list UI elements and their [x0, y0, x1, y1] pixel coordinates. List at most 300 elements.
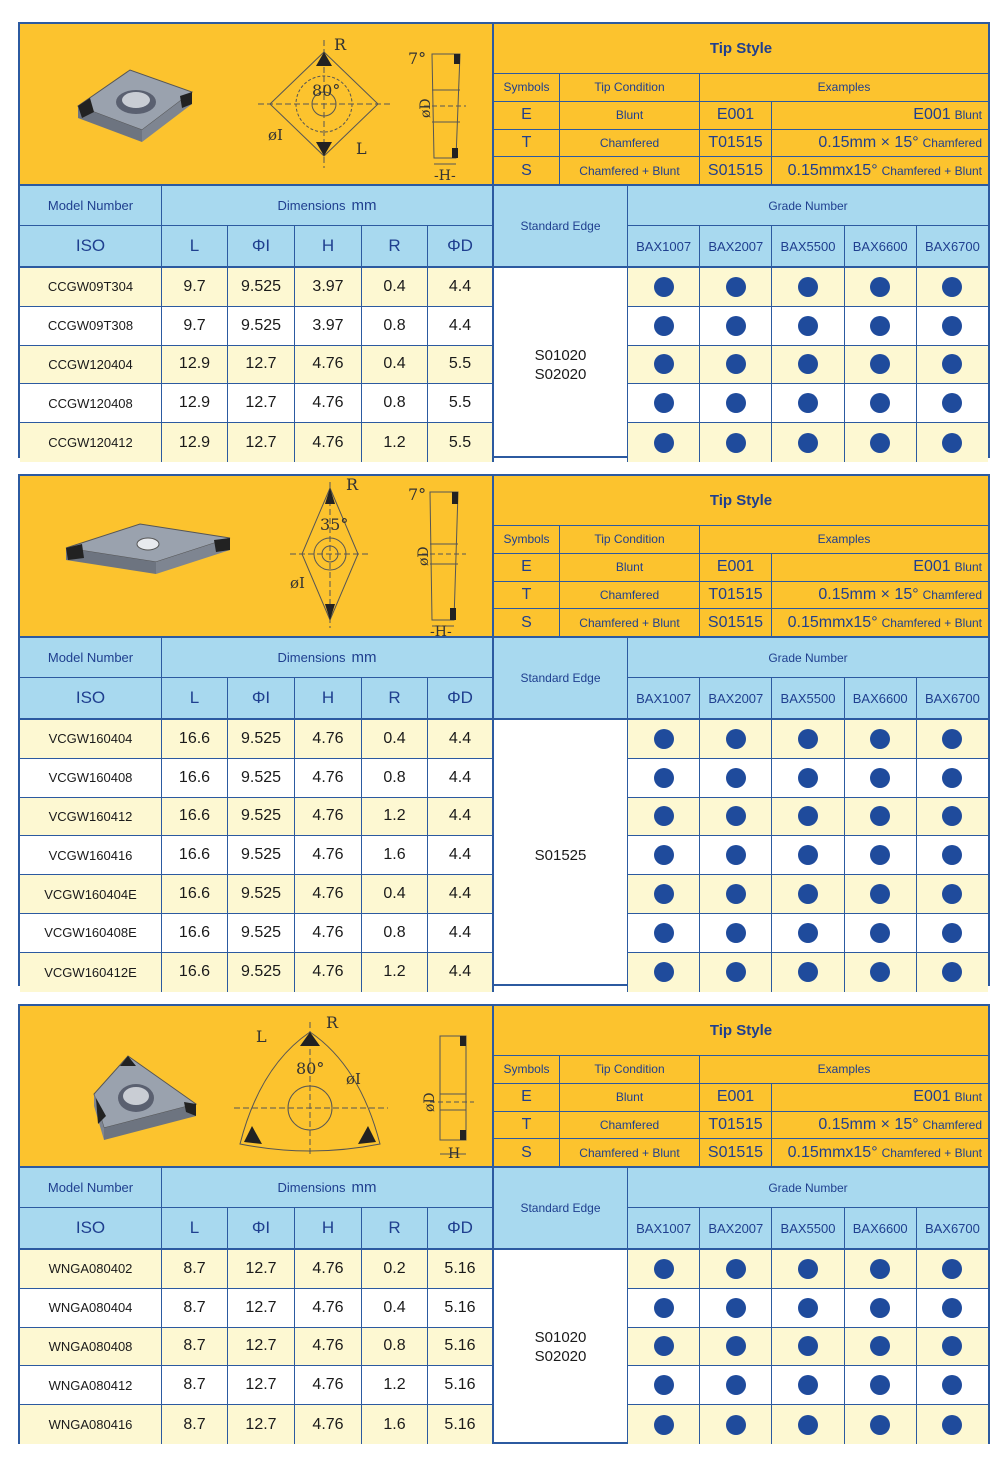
available-dot-icon [798, 729, 818, 749]
grade-cell [700, 1250, 772, 1288]
tip-symbol: E [494, 102, 560, 129]
insert-3d-icon [78, 70, 192, 142]
top-band [20, 1006, 988, 1168]
grade-cell [917, 759, 988, 797]
tip-condition: Blunt [560, 1084, 700, 1111]
grade-number-header: Grade Number [628, 638, 988, 678]
available-dot-icon [942, 845, 962, 865]
grade-header: BAX5500 [772, 226, 844, 266]
grade-cell [845, 759, 917, 797]
tip-style-header [494, 1056, 988, 1084]
grade-cell [917, 953, 988, 992]
col-r-header: R [362, 226, 428, 266]
available-dot-icon [942, 1259, 962, 1279]
tip-style-header [494, 74, 988, 102]
cell-l: 16.6 [162, 914, 228, 952]
grade-cell [700, 836, 772, 874]
available-dot-icon [726, 962, 746, 982]
d-label: øD [416, 546, 432, 566]
grade-cell [845, 1289, 917, 1327]
cell-l: 12.9 [162, 384, 228, 422]
tip-style-title: Tip Style [494, 476, 988, 526]
cell-r: 0.8 [362, 759, 428, 797]
cell-h: 3.97 [295, 307, 362, 345]
tip-row [494, 1139, 988, 1166]
cell-d: 5.16 [444, 1259, 476, 1277]
available-dot-icon [870, 962, 890, 982]
available-dot-icon [798, 1259, 818, 1279]
cell-iso: VCGW160416 [20, 836, 162, 874]
grade-cell [628, 1289, 700, 1327]
model-number-header: Model Number [20, 1168, 162, 1207]
grade-cell [917, 1405, 988, 1444]
grade-row [628, 384, 988, 423]
tip-row [494, 102, 988, 130]
grade-cell [700, 914, 772, 952]
grade-cell [700, 346, 772, 384]
cell-i: 12.7 [228, 1366, 295, 1404]
grade-row [628, 1250, 988, 1289]
cell-h: 4.76 [295, 914, 362, 952]
grade-row [628, 423, 988, 462]
available-dot-icon [798, 845, 818, 865]
available-dot-icon [654, 806, 674, 826]
insert-section-wnga [18, 1004, 990, 1444]
grade-header: BAX6700 [924, 1220, 980, 1236]
iso-header: ISO [20, 226, 162, 266]
tip-symbol: T [494, 1112, 560, 1139]
available-dot-icon [942, 277, 962, 297]
grade-cell [772, 384, 844, 422]
grade-row [628, 875, 988, 914]
tip-symbol: E [494, 1084, 560, 1111]
available-dot-icon [942, 884, 962, 904]
table-header [20, 1168, 988, 1250]
tip-style-panel [494, 476, 988, 636]
table-row [20, 1366, 492, 1405]
available-dot-icon [654, 393, 674, 413]
grade-cell [917, 268, 988, 306]
grade-cell [700, 1328, 772, 1366]
h-label: -H- [434, 168, 456, 184]
available-dot-icon [942, 1415, 962, 1435]
grade-cell [700, 798, 772, 836]
available-dot-icon [726, 1375, 746, 1395]
available-dot-icon [726, 729, 746, 749]
available-dot-icon [654, 1415, 674, 1435]
grade-cell [700, 875, 772, 913]
available-dot-icon [726, 1259, 746, 1279]
grade-cell [628, 875, 700, 913]
tip-example-code: E001 [700, 1084, 772, 1111]
grade-cell [772, 1289, 844, 1327]
grade-row [628, 836, 988, 875]
grade-cell [917, 1328, 988, 1366]
cell-i: 9.525 [228, 914, 295, 952]
grade-cell [772, 759, 844, 797]
col-h-header: H [295, 1208, 362, 1248]
available-dot-icon [654, 1259, 674, 1279]
cell-d: 4.4 [448, 923, 472, 941]
tip-condition: Chamfered + Blunt [560, 157, 700, 184]
tip-example-code: E001 [700, 554, 772, 581]
angle-label: 35° [320, 515, 349, 534]
tip-style-header [494, 526, 988, 554]
tip-condition: Chamfered [560, 582, 700, 609]
grade-cell [772, 720, 844, 758]
available-dot-icon [798, 923, 818, 943]
tip-example-code: E001 [700, 102, 772, 129]
insert-section-vcgw [18, 474, 990, 986]
cell-r: 1.2 [362, 1366, 428, 1404]
cell-l: 8.7 [162, 1366, 228, 1404]
cell-l: 16.6 [162, 836, 228, 874]
ccgw-insert-diagram [20, 24, 494, 186]
table-row [20, 423, 492, 462]
grade-header: BAX6600 [845, 678, 917, 718]
cell-i: 12.7 [228, 1328, 295, 1366]
grade-cell [628, 346, 700, 384]
grade-cell [628, 1405, 700, 1444]
cell-d: 4.4 [448, 729, 472, 747]
cell-r: 0.8 [362, 384, 428, 422]
cell-d: 5.5 [448, 394, 472, 412]
grade-cell [628, 307, 700, 345]
table-row [20, 720, 492, 759]
l-label: L [356, 139, 367, 158]
grade-cell [628, 759, 700, 797]
cell-h: 3.97 [295, 268, 362, 306]
grade-cell [917, 798, 988, 836]
col-h-header: H [295, 226, 362, 266]
grade-header: BAX1007 [628, 678, 700, 718]
cell-iso: WNGA080408 [20, 1328, 162, 1366]
cell-r: 0.2 [362, 1250, 428, 1288]
grade-cell [700, 1366, 772, 1404]
grade-cell [700, 720, 772, 758]
available-dot-icon [870, 806, 890, 826]
table-row [20, 1250, 492, 1289]
i-label: øI [268, 126, 283, 144]
grade-cell [628, 1366, 700, 1404]
grade-row [628, 346, 988, 385]
available-dot-icon [798, 1298, 818, 1318]
cell-l: 16.6 [162, 759, 228, 797]
available-dot-icon [798, 277, 818, 297]
available-dot-icon [726, 354, 746, 374]
available-dot-icon [654, 354, 674, 374]
tip-example-detail: 0.15mm × 15° Chamfered [818, 585, 982, 603]
tip-row [494, 157, 988, 184]
grade-row [628, 1366, 988, 1405]
tip-symbol: E [494, 554, 560, 581]
cell-h: 4.76 [295, 798, 362, 836]
grade-cell [917, 1366, 988, 1404]
available-dot-icon [870, 884, 890, 904]
grade-cell [628, 914, 700, 952]
grade-cell [845, 875, 917, 913]
cell-l: 9.7 [162, 268, 228, 306]
cell-r: 0.8 [362, 307, 428, 345]
grade-cell [700, 953, 772, 992]
cell-h: 4.76 [295, 720, 362, 758]
available-dot-icon [654, 884, 674, 904]
available-dot-icon [942, 433, 962, 453]
grade-cell [628, 1328, 700, 1366]
rake-label: 7° [408, 49, 427, 68]
tip-condition: Chamfered + Blunt [560, 609, 700, 636]
model-number-header: Model Number [20, 186, 162, 225]
grade-row [628, 720, 988, 759]
available-dot-icon [798, 1415, 818, 1435]
cell-iso: WNGA080404 [20, 1289, 162, 1327]
grade-row [628, 1405, 988, 1444]
grade-cell [845, 268, 917, 306]
cell-i: 12.7 [228, 346, 295, 384]
dimensions-header: Dimensions mm [277, 1179, 377, 1196]
insert-3d-icon [94, 1056, 196, 1140]
table-body [20, 268, 988, 462]
cell-r: 0.4 [362, 720, 428, 758]
grade-cell [845, 1366, 917, 1404]
tip-symbol: S [494, 609, 560, 636]
cell-r: 1.2 [362, 423, 428, 462]
grade-cell [845, 346, 917, 384]
tip-condition-header: Tip Condition [560, 1056, 700, 1083]
cell-i: 12.7 [228, 1289, 295, 1327]
cell-r: 0.8 [362, 1328, 428, 1366]
cell-iso: CCGW120404 [20, 346, 162, 384]
cell-h: 4.76 [295, 836, 362, 874]
available-dot-icon [870, 1259, 890, 1279]
tip-style-title: Tip Style [494, 24, 988, 74]
available-dot-icon [798, 1375, 818, 1395]
available-dot-icon [798, 393, 818, 413]
col-l-header: L [162, 226, 228, 266]
cell-iso: VCGW160404 [20, 720, 162, 758]
insert-3d-icon [66, 524, 230, 574]
d-label: øD [418, 98, 434, 118]
cell-l: 16.6 [162, 875, 228, 913]
grade-cell [845, 836, 917, 874]
tip-example-detail: E001 Blunt [913, 106, 982, 124]
grade-cell [700, 268, 772, 306]
dimensions-header: Dimensions mm [277, 197, 377, 214]
available-dot-icon [942, 316, 962, 336]
insert-drawing [20, 24, 494, 184]
cell-iso: WNGA080412 [20, 1366, 162, 1404]
col-d-header: ΦD [447, 236, 473, 255]
available-dot-icon [726, 433, 746, 453]
cell-l: 8.7 [162, 1328, 228, 1366]
cell-r: 1.6 [362, 836, 428, 874]
grade-header: BAX6700 [924, 238, 980, 254]
standard-edge-value: S01020 S02020 [494, 268, 628, 462]
available-dot-icon [654, 768, 674, 788]
tip-row [494, 609, 988, 636]
angle-label: 80° [296, 1059, 325, 1078]
symbols-header: Symbols [494, 526, 560, 553]
available-dot-icon [726, 1336, 746, 1356]
examples-header: Examples [817, 532, 871, 547]
table-row [20, 798, 492, 837]
grade-cell [772, 1366, 844, 1404]
cell-l: 8.7 [162, 1250, 228, 1288]
tip-condition: Blunt [560, 102, 700, 129]
table-row [20, 953, 492, 992]
grade-rows [628, 268, 988, 462]
available-dot-icon [726, 806, 746, 826]
col-l-header: L [162, 678, 228, 718]
cell-r: 0.4 [362, 875, 428, 913]
tip-row [494, 1112, 988, 1140]
cell-iso: VCGW160412 [20, 798, 162, 836]
tip-example-code: S01515 [700, 157, 772, 184]
r-label: R [326, 1013, 339, 1032]
tip-style-panel [494, 1006, 988, 1166]
grade-rows [628, 1250, 988, 1444]
available-dot-icon [798, 354, 818, 374]
available-dot-icon [870, 1298, 890, 1318]
available-dot-icon [654, 1298, 674, 1318]
grade-cell [772, 836, 844, 874]
available-dot-icon [870, 923, 890, 943]
cell-d: 4.4 [448, 807, 472, 825]
tip-row [494, 130, 988, 158]
tip-example-detail: 0.15mmx15° Chamfered + Blunt [787, 1143, 982, 1161]
symbols-header: Symbols [494, 74, 560, 101]
tip-example-detail: 0.15mmx15° Chamfered + Blunt [787, 613, 982, 631]
cell-iso: WNGA080402 [20, 1250, 162, 1288]
col-i-header: ΦI [228, 678, 295, 718]
cell-iso: VCGW160408E [20, 914, 162, 952]
available-dot-icon [726, 316, 746, 336]
available-dot-icon [942, 393, 962, 413]
vcgw-insert-diagram [20, 476, 494, 638]
available-dot-icon [726, 923, 746, 943]
tip-example-code: S01515 [700, 1139, 772, 1166]
grade-header: BAX1007 [628, 1208, 700, 1248]
grade-cell [628, 268, 700, 306]
tip-style-panel [494, 24, 988, 184]
grade-cell [917, 346, 988, 384]
grade-cell [700, 1289, 772, 1327]
tip-example-code: T01515 [700, 1112, 772, 1139]
model-number-header: Model Number [20, 638, 162, 677]
cell-l: 12.9 [162, 423, 228, 462]
i-label: øI [346, 1070, 361, 1088]
grade-number-header: Grade Number [628, 1168, 988, 1208]
cell-iso: CCGW120408 [20, 384, 162, 422]
grade-row [628, 953, 988, 992]
available-dot-icon [942, 729, 962, 749]
tip-symbol: T [494, 130, 560, 157]
cell-iso: VCGW160412E [20, 953, 162, 992]
grade-cell [772, 914, 844, 952]
grade-header: BAX6700 [924, 690, 980, 706]
cell-i: 9.525 [228, 836, 295, 874]
r-label: R [334, 35, 347, 54]
cell-iso: VCGW160404E [20, 875, 162, 913]
cell-r: 0.4 [362, 346, 428, 384]
grade-cell [917, 423, 988, 462]
available-dot-icon [942, 1336, 962, 1356]
cell-i: 9.525 [228, 953, 295, 992]
grade-cell [917, 307, 988, 345]
table-row [20, 384, 492, 423]
grade-cell [845, 1328, 917, 1366]
grade-cell [845, 798, 917, 836]
cell-i: 12.7 [228, 1250, 295, 1288]
grade-header: BAX1007 [628, 226, 700, 266]
cell-h: 4.76 [295, 875, 362, 913]
insert-drawing [20, 476, 494, 636]
cell-d: 4.4 [448, 846, 472, 864]
dimension-rows [20, 268, 494, 462]
cell-h: 4.76 [295, 423, 362, 462]
available-dot-icon [942, 1375, 962, 1395]
available-dot-icon [942, 768, 962, 788]
available-dot-icon [798, 316, 818, 336]
cell-i: 12.7 [228, 423, 295, 462]
cell-l: 16.6 [162, 798, 228, 836]
tip-symbol: S [494, 1139, 560, 1166]
available-dot-icon [654, 845, 674, 865]
cell-d: 4.4 [448, 316, 472, 334]
grade-header: BAX2007 [700, 678, 772, 718]
available-dot-icon [654, 277, 674, 297]
dimension-rows [20, 720, 494, 992]
table-body [20, 1250, 988, 1444]
h-label: H [448, 1146, 461, 1162]
cell-h: 4.76 [295, 1250, 362, 1288]
tip-example-detail: E001 Blunt [913, 558, 982, 576]
tip-condition-header: Tip Condition [560, 74, 700, 101]
tip-symbol: T [494, 582, 560, 609]
cell-l: 16.6 [162, 953, 228, 992]
cell-iso: VCGW160408 [20, 759, 162, 797]
standard-edge-header: Standard Edge [494, 186, 628, 266]
grade-cell [772, 268, 844, 306]
cell-d: 4.4 [448, 277, 472, 295]
tip-example-detail: 0.15mm × 15° Chamfered [818, 1115, 982, 1133]
grade-cell [917, 836, 988, 874]
col-i-header: ΦI [228, 226, 295, 266]
grade-header: BAX5500 [772, 678, 844, 718]
grade-cell [917, 875, 988, 913]
wnga-insert-diagram [20, 1006, 494, 1168]
cell-l: 8.7 [162, 1405, 228, 1444]
available-dot-icon [942, 923, 962, 943]
col-i-header: ΦI [228, 1208, 295, 1248]
cell-iso: CCGW09T308 [20, 307, 162, 345]
tip-row [494, 1084, 988, 1112]
tip-example-detail: E001 Blunt [913, 1088, 982, 1106]
grade-cell [917, 720, 988, 758]
available-dot-icon [870, 1415, 890, 1435]
grade-cell [700, 307, 772, 345]
cell-l: 12.9 [162, 346, 228, 384]
available-dot-icon [654, 923, 674, 943]
tip-condition: Chamfered + Blunt [560, 1139, 700, 1166]
grade-header: BAX6600 [845, 226, 917, 266]
cell-i: 9.525 [228, 268, 295, 306]
grade-cell [845, 914, 917, 952]
grade-cell [628, 1250, 700, 1288]
top-band [20, 24, 988, 186]
cell-iso: WNGA080416 [20, 1405, 162, 1444]
grade-cell [917, 914, 988, 952]
